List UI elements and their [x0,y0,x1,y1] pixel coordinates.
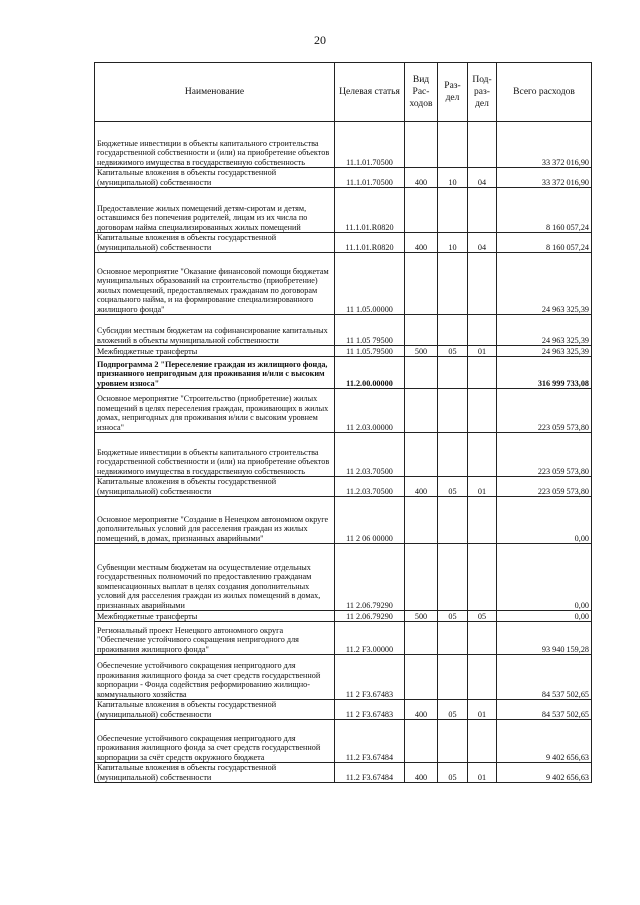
cell-total: 0,00 [497,497,592,544]
budget-table [94,62,592,783]
header-vid: Вид Рас-ходов [405,63,438,122]
cell-podrazdel [468,622,497,655]
cell-name: Субсидии местным бюджетам на софинансирование капитальных вложений в объекты муниципальной собственности [95,315,335,346]
cell-vid [405,433,438,477]
cell-total: 33 372 016,90 [497,168,592,188]
cell-podrazdel: 04 [468,233,497,253]
cell-target: 11.2.03.70500 [335,477,405,497]
cell-vid [405,389,438,433]
cell-podrazdel [468,188,497,233]
cell-total: 24 963 325,39 [497,346,592,357]
cell-target: 11.1.01.70500 [335,122,405,168]
cell-podrazdel [468,655,497,700]
cell-total: 84 537 502,65 [497,700,592,720]
cell-name: Бюджетные инвестиции в объекты капитального строительства государственной собственности и (или) на приобретение объектов недвижимого имущества в государственную собственность [95,433,335,477]
header-razdel: Раз-дел [438,63,468,122]
cell-podrazdel [468,389,497,433]
cell-podrazdel: 04 [468,168,497,188]
cell-name: Подпрограмма 2 "Переселение граждан из жилищного фонда, признанного непригодным для проживания и/или с высоким уровнем износа" [95,357,335,389]
cell-target: 11 1.05.00000 [335,253,405,315]
cell-vid [405,253,438,315]
cell-total: 9 402 656,63 [497,720,592,763]
cell-razdel [438,544,468,611]
cell-name: Межбюджетные трансферты [95,611,335,622]
cell-razdel [438,433,468,477]
cell-vid [405,357,438,389]
table-row [95,700,592,720]
cell-total: 8 160 057,24 [497,188,592,233]
table-row [95,346,592,357]
cell-target: 11.2 F3.67484 [335,720,405,763]
cell-podrazdel [468,357,497,389]
cell-razdel [438,497,468,544]
cell-target: 11.2 F3.67484 [335,763,405,783]
cell-total: 0,00 [497,544,592,611]
header-target: Целевая статья [335,63,405,122]
table-row [95,622,592,655]
cell-vid: 400 [405,233,438,253]
cell-target: 11 2.06.79290 [335,544,405,611]
page-number: 20 [314,33,326,47]
cell-razdel: 10 [438,233,468,253]
cell-name: Капитальные вложения в объекты государственной (муниципальной) собственности [95,700,335,720]
cell-vid [405,188,438,233]
cell-name: Капитальные вложения в объекты государственной (муниципальной) собственности [95,168,335,188]
cell-total: 84 537 502,65 [497,655,592,700]
cell-name: Межбюджетные трансферты [95,346,335,357]
cell-total: 24 963 325,39 [497,253,592,315]
cell-total: 316 999 733,08 [497,357,592,389]
cell-razdel [438,357,468,389]
cell-target: 11.1.01.70500 [335,168,405,188]
cell-target: 11.2 F3.00000 [335,622,405,655]
cell-podrazdel [468,315,497,346]
cell-name: Бюджетные инвестиции в объекты капитального строительства государственной собственности и (или) на приобретение объектов недвижимого имущества в государственную собственность [95,122,335,168]
cell-razdel: 10 [438,168,468,188]
table-row [95,233,592,253]
cell-target: 11 2.03.00000 [335,389,405,433]
cell-name: Капитальные вложения в объекты государственной (муниципальной) собственности [95,233,335,253]
cell-target: 11 1.05.79500 [335,346,405,357]
table-row [95,315,592,346]
cell-razdel: 05 [438,346,468,357]
header-podrazdel: Под-раз-дел [468,63,497,122]
cell-total: 223 059 573,80 [497,389,592,433]
cell-vid: 400 [405,168,438,188]
cell-total: 223 059 573,80 [497,433,592,477]
cell-razdel: 05 [438,477,468,497]
table-row [95,763,592,783]
header-name: Наименование [95,63,335,122]
cell-razdel [438,188,468,233]
cell-vid [405,315,438,346]
cell-razdel [438,253,468,315]
cell-name: Субвенции местным бюджетам на осуществление отдельных государственных полномочий по предоставлению гражданам компенсационных выплат в целях создания дополнительных условий для расселения граждан из жилых помещений в домах, признанных аварийными [95,544,335,611]
cell-razdel: 05 [438,763,468,783]
cell-podrazdel: 01 [468,346,497,357]
cell-target: 11 2 F3.67483 [335,700,405,720]
table-row [95,720,592,763]
cell-podrazdel [468,497,497,544]
cell-razdel [438,622,468,655]
table-row [95,168,592,188]
cell-total: 33 372 016,90 [497,122,592,168]
cell-razdel: 05 [438,700,468,720]
cell-podrazdel: 01 [468,763,497,783]
cell-target: 11.1.01.R0820 [335,188,405,233]
cell-total: 8 160 057,24 [497,233,592,253]
table-row [95,477,592,497]
table-row [95,611,592,622]
cell-podrazdel: 01 [468,700,497,720]
cell-target: 11 2 F3.67483 [335,655,405,700]
table-row [95,389,592,433]
table-row [95,357,592,389]
cell-podrazdel [468,253,497,315]
cell-name: Обеспечение устойчивого сокращения непригодного для проживания жилищного фонда за счет средств государственной корпорации - Фонда содействия реформированию жилищно-коммунального хозяйства [95,655,335,700]
cell-vid [405,720,438,763]
cell-target: 11.1.01.R0820 [335,233,405,253]
cell-target: 11 2 06 00000 [335,497,405,544]
cell-razdel [438,389,468,433]
table-header-row [95,63,592,122]
cell-total: 0,00 [497,611,592,622]
cell-vid: 400 [405,763,438,783]
cell-podrazdel: 05 [468,611,497,622]
cell-target: 11 2.03.70500 [335,433,405,477]
cell-vid: 400 [405,700,438,720]
cell-podrazdel [468,720,497,763]
table-row [95,122,592,168]
cell-vid [405,655,438,700]
cell-name: Основное мероприятие "Строительство (приобретение) жилых помещений в целях переселения граждан, проживающих в жилых домах, непригодных для проживания и/или с высоким уровнем износа" [95,389,335,433]
cell-vid: 500 [405,611,438,622]
table-row [95,253,592,315]
table-row [95,433,592,477]
cell-target: 11 2.06.79290 [335,611,405,622]
table-row [95,497,592,544]
cell-vid: 400 [405,477,438,497]
cell-name: Капитальные вложения в объекты государственной (муниципальной) собственности [95,763,335,783]
cell-razdel [438,720,468,763]
table-row [95,655,592,700]
cell-vid [405,122,438,168]
cell-name: Региональный проект Ненецкого автономного округа "Обеспечение устойчивого сокращения непригодного для проживания жилищного фонда" [95,622,335,655]
cell-vid [405,497,438,544]
cell-vid: 500 [405,346,438,357]
cell-podrazdel [468,122,497,168]
cell-vid [405,622,438,655]
cell-name: Основное мероприятие "Оказание финансовой помощи бюджетам муниципальных образований на строительство (приобретение) жилых помещений, предоставляемых гражданам по договорам социального найма, и на формирование специализированного жилищного фонда" [95,253,335,315]
cell-name: Обеспечение устойчивого сокращения непригодного для проживания жилищного фонда за счет средств государственной корпорации за счёт средств окружного бюджета [95,720,335,763]
cell-total: 93 940 159,28 [497,622,592,655]
cell-target: 11.2.00.00000 [335,357,405,389]
cell-target: 11 1.05 79500 [335,315,405,346]
table-row [95,188,592,233]
cell-podrazdel: 01 [468,477,497,497]
cell-razdel [438,655,468,700]
cell-podrazdel [468,544,497,611]
cell-razdel [438,315,468,346]
cell-name: Основное мероприятие "Создание в Ненецком автономном округе дополнительных условий для расселения граждан из жилых помещений, в домах, признанных аварийными" [95,497,335,544]
table-row [95,544,592,611]
cell-razdel [438,122,468,168]
cell-total: 9 402 656,63 [497,763,592,783]
cell-total: 223 059 573,80 [497,477,592,497]
cell-total: 24 963 325,39 [497,315,592,346]
header-total: Всего расходов [497,63,592,122]
cell-name: Предоставление жилых помещений детям-сиротам и детям, оставшимся без попечения родителей, лицам из их числа по договорам найма специализированных жилых помещений [95,188,335,233]
cell-razdel: 05 [438,611,468,622]
cell-vid [405,544,438,611]
cell-podrazdel [468,433,497,477]
cell-name: Капитальные вложения в объекты государственной (муниципальной) собственности [95,477,335,497]
